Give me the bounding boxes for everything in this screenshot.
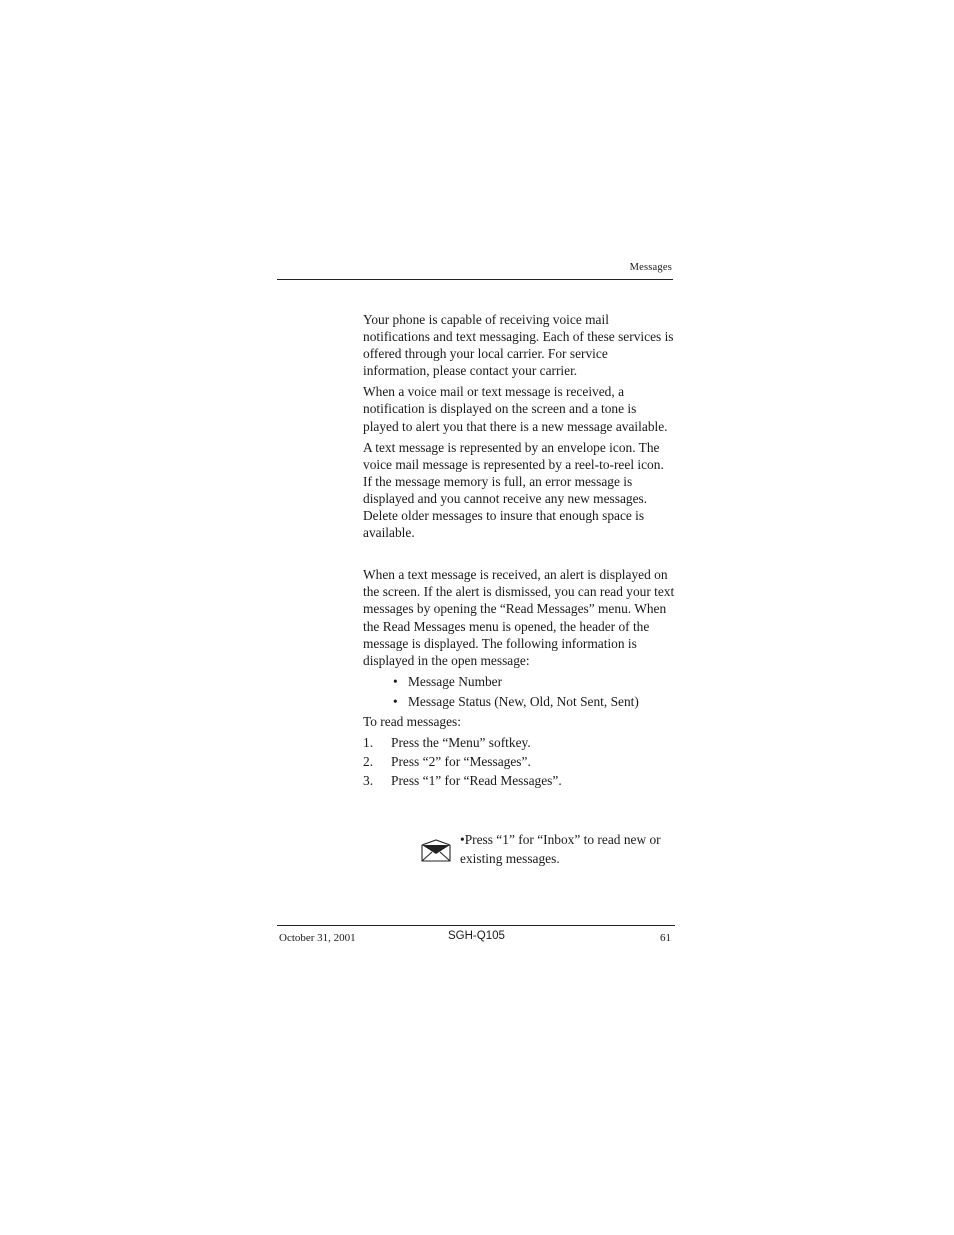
step-item <box>363 772 675 789</box>
footer-date: October 31, 2001 <box>279 932 356 944</box>
envelope-icon <box>420 839 452 863</box>
step-text: Press “2” for “Messages”. <box>391 754 531 770</box>
step-text: Press the “Menu” softkey. <box>391 735 531 751</box>
header-section-title: Messages <box>629 262 672 273</box>
read-messages-paragraph: When a text message is received, an alert is displayed on the screen. If the alert is dismissed, you can read your text messages by opening the “Read Messages” menu. When the Read Messages menu is opened, the header of the message is displayed. The following information is displayed in the open message: <box>363 567 675 668</box>
bullet-marker: • <box>393 673 398 689</box>
intro-paragraph-2: When a voice mail or text message is received, a notification is displayed on the screen and a tone is played to alert you that there is a new message available. <box>363 384 668 434</box>
step-item <box>363 734 675 751</box>
page-number: 61 <box>660 932 671 944</box>
steps-list <box>363 734 675 789</box>
step-number: 1. <box>363 735 374 751</box>
intro-paragraph-1: Your phone is capable of receiving voice mail notifications and text messaging. Each of these services is offered through your local carrier. For service information, please contact your carrier. <box>363 312 674 379</box>
footer-divider <box>277 925 675 926</box>
bullet-marker: • <box>393 693 398 709</box>
intro-paragraph-3: A text message is represented by an envelope icon. The voice mail message is represented by a reel-to-reel icon. If the message memory is full, an error message is displayed and you cannot receive any new messages. Delete older messages to insure that enough space is available. <box>363 439 664 541</box>
list-item-text: Message Number <box>408 673 503 689</box>
message-info-list <box>363 673 675 710</box>
list-item-text: Message Status (New, Old, Not Sent, Sent) <box>408 693 639 709</box>
note-text: •Press “1” for “Inbox” to read new or existing messages. <box>460 832 661 866</box>
step-number: 2. <box>363 754 374 770</box>
step-text: Press “1” for “Read Messages”. <box>391 773 562 789</box>
list-item <box>363 673 675 690</box>
steps-intro: To read messages: <box>363 713 461 729</box>
header-divider <box>277 279 673 280</box>
step-number: 3. <box>363 773 374 789</box>
list-item <box>363 693 675 710</box>
footer-model-name: SGH-Q105 <box>448 930 505 942</box>
main-content <box>363 311 675 791</box>
step-item <box>363 753 675 770</box>
